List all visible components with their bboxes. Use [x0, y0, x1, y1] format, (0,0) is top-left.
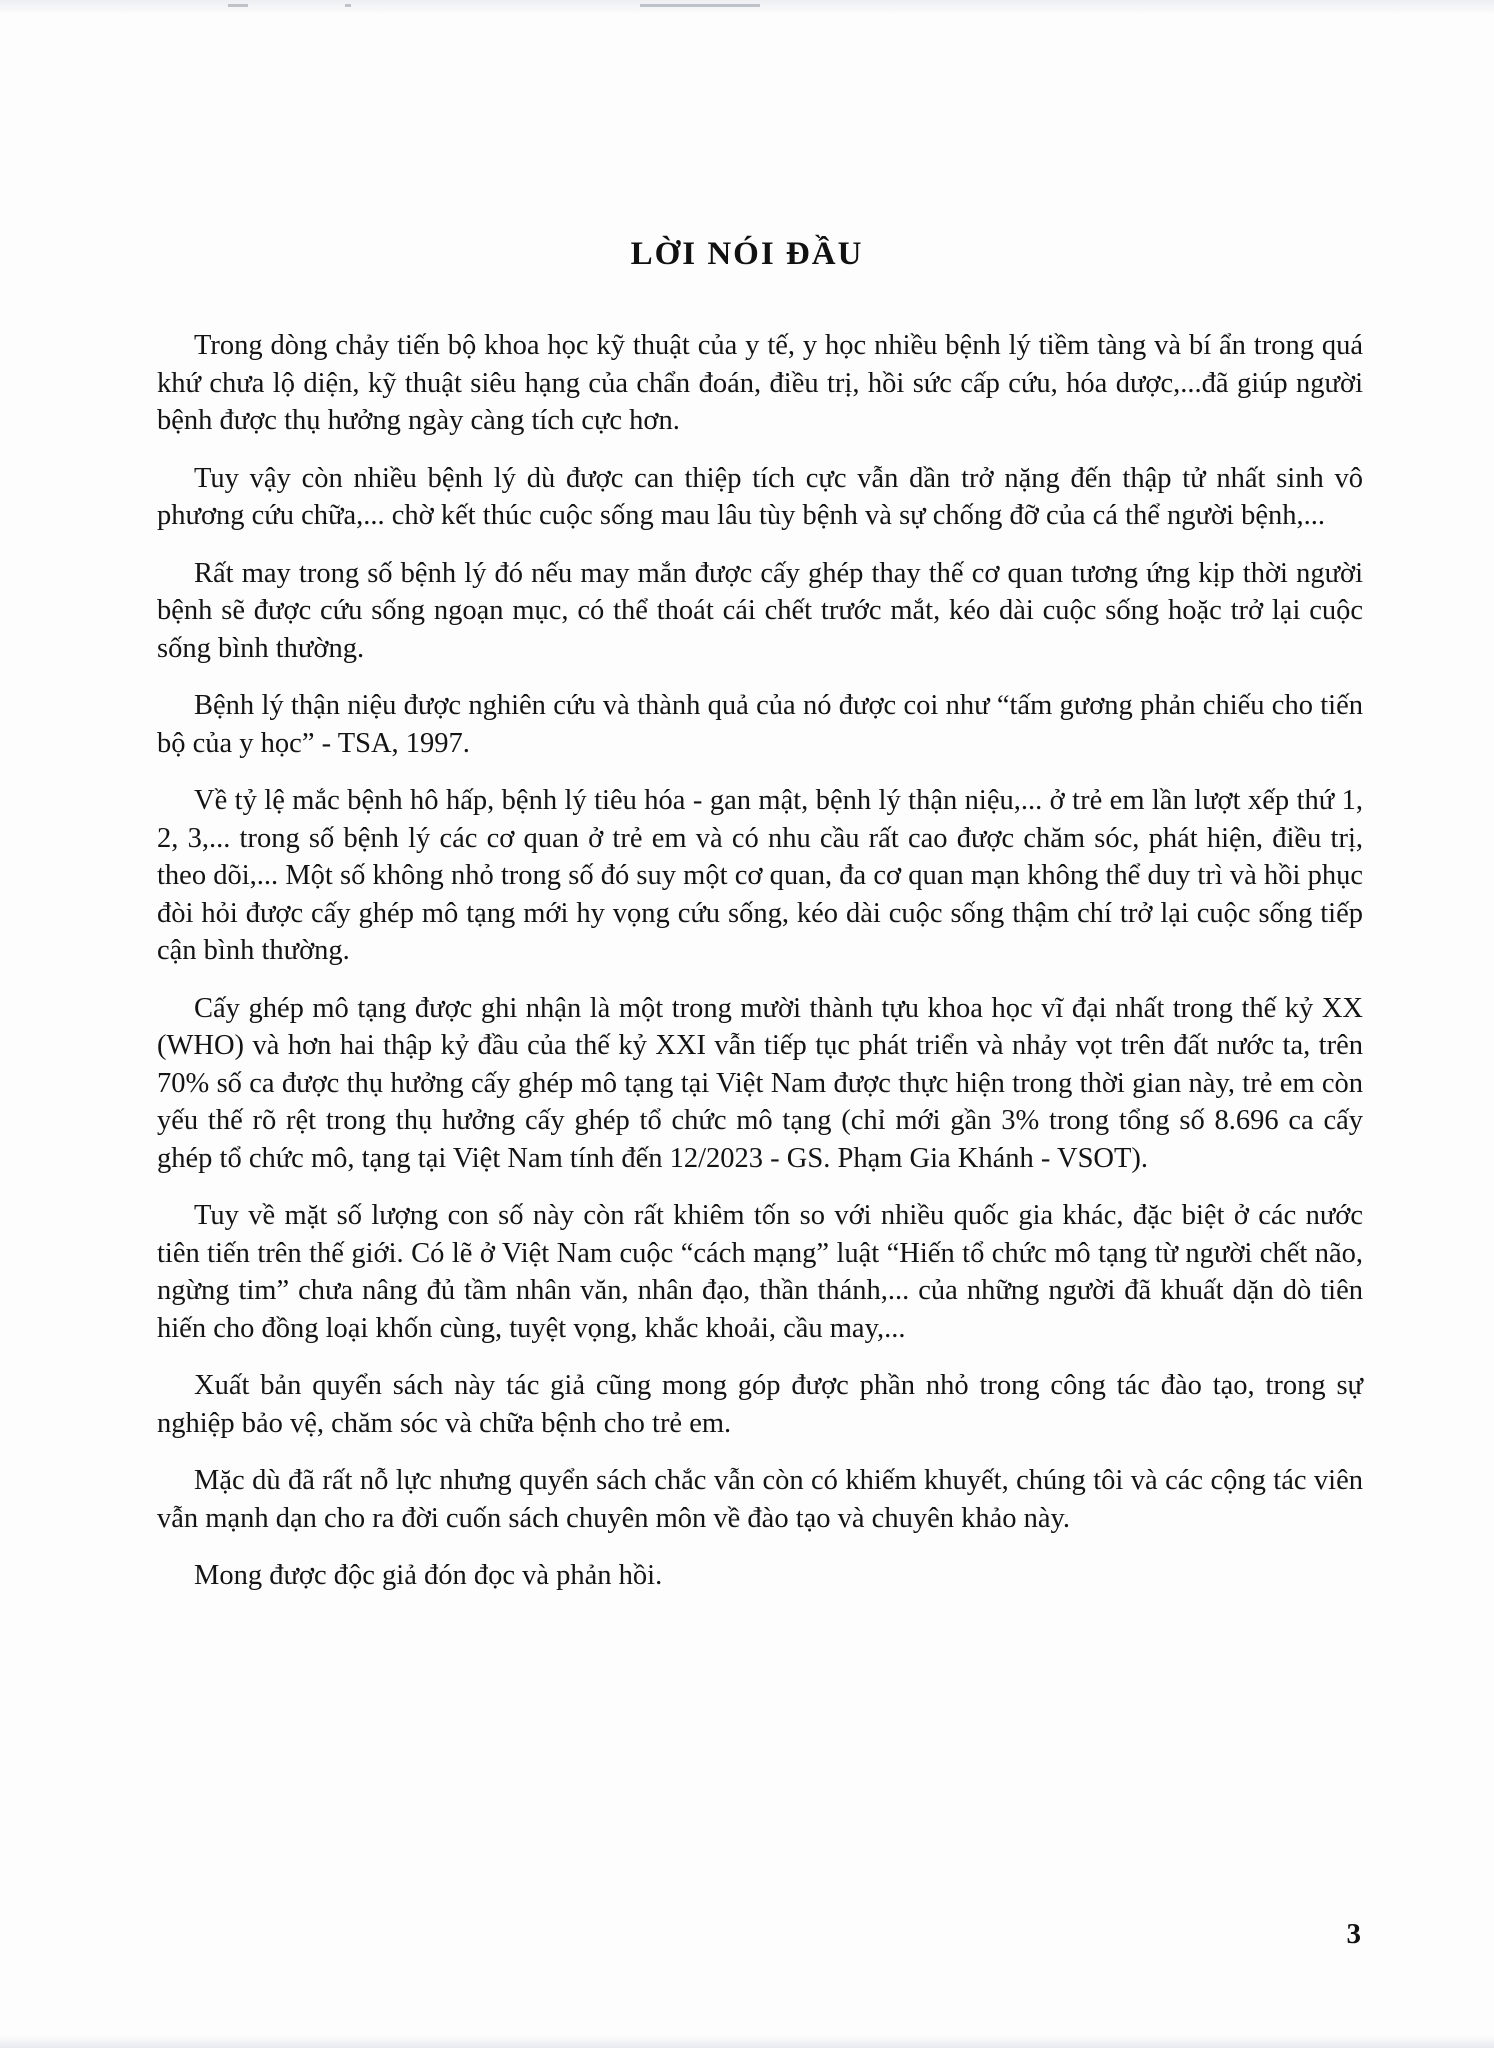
scan-edge-top	[0, 0, 1494, 14]
paragraph: Về tỷ lệ mắc bệnh hô hấp, bệnh lý tiêu hóa - gan mật, bệnh lý thận niệu,... ở trẻ em lần lượt xếp thứ 1, 2, 3,... trong số bệnh lý các cơ quan ở trẻ em và có nhu cầu rất cao được chăm sóc, phát hiện, điều trị, theo dõi,... Một số không nhỏ trong số đó suy một cơ quan, đa cơ quan mạn không thể duy trì và hồi phục đòi hỏi được cấy ghép mô tạng mới hy vọng cứu sống, kéo dài cuộc sống thậm chí trở lại cuộc sống tiếp cận bình thường.	[157, 785, 1363, 966]
paragraph: Xuất bản quyển sách này tác giả cũng mong góp được phần nhỏ trong công tác đào tạo, trong sự nghiệp bảo vệ, chăm sóc và chữa bệnh cho trẻ em.	[157, 1370, 1363, 1439]
scan-artifact	[345, 4, 351, 7]
scan-edge-bottom	[0, 2036, 1494, 2048]
body-text	[157, 327, 1363, 1615]
paragraph: Rất may trong số bệnh lý đó nếu may mắn được cấy ghép thay thế cơ quan tương ứng kịp thời người bệnh sẽ được cứu sống ngoạn mục, có thể thoát cái chết trước mắt, kéo dài cuộc sống hoặc trở lại cuộc sống bình thường.	[157, 557, 1363, 664]
paragraph: Trong dòng chảy tiến bộ khoa học kỹ thuật của y tế, y học nhiều bệnh lý tiềm tàng và bí ẩn trong quá khứ chưa lộ diện, kỹ thuật siêu hạng của chẩn đoán, điều trị, hồi sức cấp cứu, hóa dược,...đã giúp người bệnh được thụ hưởng ngày càng tích cực hơn.	[157, 330, 1363, 436]
paragraph: Mặc dù đã rất nỗ lực nhưng quyển sách chắc vẫn còn có khiếm khuyết, chúng tôi và các cộng tác viên vẫn mạnh dạn cho ra đời cuốn sách chuyên môn về đào tạo và chuyên khảo này.	[157, 1465, 1363, 1534]
paragraph: Mong được độc giả đón đọc và phản hồi.	[194, 1560, 663, 1591]
page-number: 3	[1346, 1918, 1361, 1950]
paragraph: Tuy vậy còn nhiều bệnh lý dù được can thiệp tích cực vẫn dần trở nặng đến thập tử nhất sinh vô phương cứu chữa,... chờ kết thúc cuộc sống mau lâu tùy bệnh và sự chống đỡ của cá thể người bệnh,...	[157, 462, 1363, 531]
scan-artifact	[228, 4, 248, 7]
paragraph: Tuy về mặt số lượng con số này còn rất khiêm tốn so với nhiều quốc gia khác, đặc biệt ở các nước tiên tiến trên thế giới. Có lẽ ở Việt Nam cuộc “cách mạng” luật “Hiến tổ chức mô tạng từ người chết não, ngừng tim” chưa nâng đủ tầm nhân văn, nhân đạo, thần thánh,... của những người đã khuất dặn dò tiên hiến cho đồng loại khốn cùng, tuyệt vọng, khắc khoải, cầu may,...	[157, 1200, 1363, 1344]
page-title: LỜI NÓI ĐẦU	[630, 236, 864, 272]
paragraph: Cấy ghép mô tạng được ghi nhận là một trong mười thành tựu khoa học vĩ đại nhất trong thế kỷ XX (WHO) và hơn hai thập kỷ đầu của thế kỷ XXI vẫn tiếp tục phát triển và nhảy vọt trên đất nước ta, trên 70% số ca được thụ hưởng cấy ghép mô tạng tại Việt Nam được thực hiện trong thời gian này, trẻ em còn yếu thế rõ rệt trong thụ hưởng cấy ghép tổ chức mô tạng (chỉ mới gần 3% trong tổng số 8.696 ca cấy ghép tổ chức mô, tạng tại Việt Nam tính đến 12/2023 - GS. Phạm Gia Khánh - VSOT).	[157, 992, 1363, 1174]
scan-artifact	[640, 4, 760, 7]
paragraph: Bệnh lý thận niệu được nghiên cứu và thành quả của nó được coi như “tấm gương phản chiếu cho tiến bộ của y học” - TSA, 1997.	[157, 690, 1363, 759]
